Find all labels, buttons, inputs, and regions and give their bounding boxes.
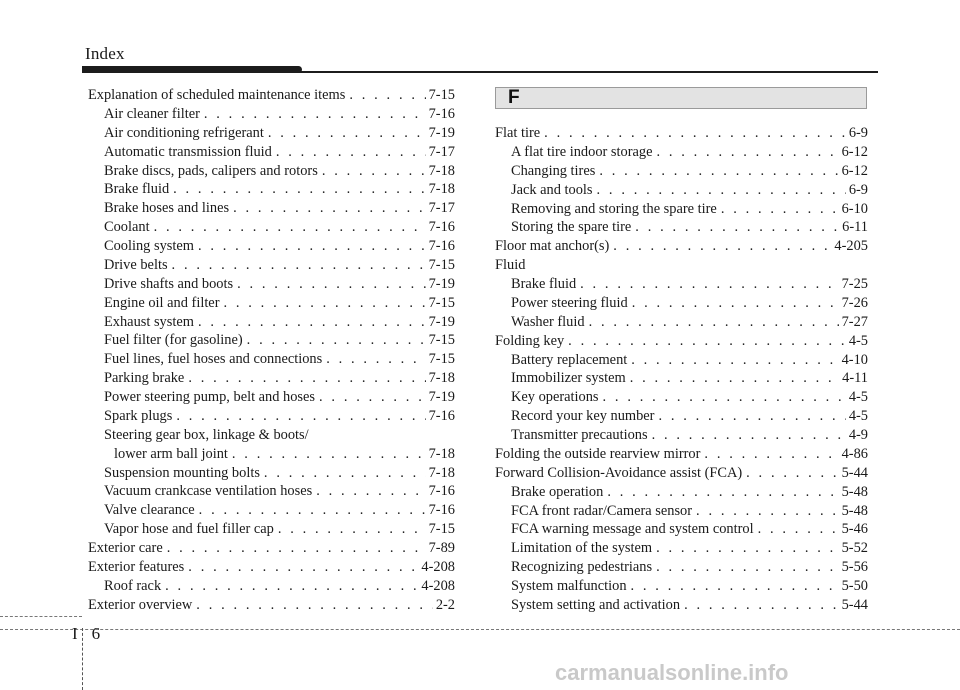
dot-leader <box>278 520 426 539</box>
dot-leader <box>631 351 838 370</box>
index-entry-label: Exterior overview <box>88 596 193 613</box>
index-entry-label: Floor mat anchor(s) <box>495 238 610 255</box>
index-entry-label: Power steering pump, belt and hoses <box>104 389 316 405</box>
index-entry-page: 6-12 <box>841 162 868 179</box>
footer-page-digit: 6 <box>91 624 101 643</box>
dot-leader <box>188 558 418 577</box>
index-entry-page: 7-16 <box>428 238 455 254</box>
index-entry-label: Spark plugs <box>104 407 173 424</box>
dot-leader <box>656 143 838 162</box>
dot-leader <box>167 539 426 558</box>
index-entry <box>88 407 455 426</box>
index-entry <box>88 313 455 332</box>
index-entry <box>495 200 868 219</box>
index-entry-page: 4-5 <box>848 389 868 406</box>
dot-leader <box>656 558 839 577</box>
index-entry <box>495 502 868 521</box>
index-entry <box>495 596 868 615</box>
index-entry <box>495 445 868 464</box>
dot-leader <box>198 237 426 256</box>
index-entry <box>88 577 455 596</box>
index-entry-label: Roof rack <box>104 577 162 594</box>
dot-leader <box>635 218 839 237</box>
index-entry-label: Valve clearance <box>104 502 195 519</box>
watermark: carmanualsonline.info <box>555 660 789 685</box>
index-entry <box>88 294 455 313</box>
index-entry-page: 7-19 <box>428 313 455 330</box>
dot-leader <box>268 124 426 143</box>
index-entry-page: 4-86 <box>841 445 868 462</box>
index-entry <box>88 350 455 369</box>
index-entry-page: 7-16 <box>428 219 455 236</box>
index-entry-page: 7-18 <box>428 162 455 179</box>
index-entry-label: Fuel lines, fuel hoses and connections <box>104 351 323 368</box>
index-entry <box>88 596 455 615</box>
index-entry <box>495 256 868 275</box>
index-entry <box>88 105 455 124</box>
index-entry-page: 7-19 <box>428 124 455 141</box>
index-entry <box>88 218 455 237</box>
dot-leader <box>631 577 839 596</box>
index-entry-page: 7-15 <box>428 256 455 273</box>
dot-leader <box>758 520 839 539</box>
index-entry-label: Forward Collision-Avoidance assist (FCA) <box>495 464 743 481</box>
index-entry <box>88 275 455 294</box>
index-entry-page: 7-25 <box>841 276 868 292</box>
index-entry-label: Vapor hose and fuel filler cap <box>104 521 274 538</box>
index-entry <box>495 426 868 445</box>
index-entry-label: Washer fluid <box>511 313 585 330</box>
dot-leader <box>746 464 838 483</box>
dot-leader <box>597 181 846 200</box>
index-entry-label: Storing the spare tire <box>511 219 632 236</box>
dot-leader <box>568 332 846 351</box>
index-entry-label: Folding key <box>495 332 565 349</box>
dot-leader <box>704 445 838 464</box>
dot-leader <box>599 162 838 181</box>
index-entry-page: 7-15 <box>428 87 455 103</box>
index-entry-label: Exterior features <box>88 558 185 575</box>
index-entry <box>88 388 455 407</box>
index-entry-label: Automatic transmission fluid <box>104 143 272 160</box>
dot-leader <box>613 237 831 256</box>
dot-leader <box>232 445 426 464</box>
section-letter: F <box>508 87 520 108</box>
index-entry-label: Record your key number <box>511 408 655 425</box>
index-entry-page: 7-27 <box>841 313 868 330</box>
index-entry-page: 7-15 <box>428 521 455 538</box>
index-entry-page: 6-12 <box>841 143 868 160</box>
index-entry-label: Recognizing pedestrians <box>511 559 653 576</box>
index-entry-label: Power steering fluid <box>511 294 628 311</box>
dot-leader <box>319 388 426 407</box>
dot-leader <box>580 275 838 294</box>
index-entry <box>88 558 455 577</box>
dot-leader <box>721 200 839 219</box>
index-entry <box>88 482 455 501</box>
index-entry-page: 4-10 <box>841 351 868 368</box>
index-entry-page: 2-2 <box>435 596 455 613</box>
index-entry-label: Folding the outside rearview mirror <box>495 445 701 462</box>
index-entry-page: 4-5 <box>848 408 868 425</box>
index-entry-page: 5-48 <box>841 502 868 519</box>
dot-leader <box>199 501 426 520</box>
index-entry <box>495 520 868 539</box>
dot-leader <box>544 124 846 143</box>
index-entry-page: 6-11 <box>842 219 868 236</box>
dot-leader <box>224 294 426 313</box>
index-entry-label: Air cleaner filter <box>104 105 200 122</box>
index-entry-page: 4-9 <box>848 427 868 443</box>
index-entry-label: Exterior care <box>88 540 163 556</box>
index-entry-page: 7-26 <box>841 294 868 311</box>
dot-leader <box>204 105 426 124</box>
dot-leader <box>247 331 426 350</box>
index-entry-label: FCA front radar/Camera sensor <box>511 502 693 519</box>
index-entry <box>88 199 455 218</box>
index-entry <box>88 369 455 388</box>
index-entry <box>495 388 868 407</box>
index-entry-page: 5-48 <box>841 483 868 500</box>
footer-rule-horizontal <box>0 629 960 630</box>
index-entry-label: lower arm ball joint <box>114 445 228 462</box>
index-entry <box>495 539 868 558</box>
index-entry-page: 7-16 <box>428 502 455 519</box>
index-entry-page: 7-17 <box>428 143 455 160</box>
index-entry-page: 7-18 <box>428 445 455 462</box>
index-entry <box>495 218 868 237</box>
dot-leader <box>349 86 425 105</box>
index-entry-page: 7-15 <box>428 351 455 368</box>
index-entry-label: Immobilizer system <box>511 370 626 387</box>
dot-leader <box>696 502 839 521</box>
footer-rule-horizontal-left <box>0 616 82 617</box>
index-entry <box>495 124 868 143</box>
index-entry-label: Brake operation <box>511 483 604 500</box>
index-entry <box>88 237 455 256</box>
index-entry <box>88 86 455 105</box>
index-entry <box>88 520 455 539</box>
index-entry <box>495 351 868 370</box>
index-entry <box>88 180 455 199</box>
index-entry-page: 5-50 <box>841 578 868 594</box>
index-entry-label: Brake hoses and lines <box>104 200 230 217</box>
index-entry <box>88 162 455 181</box>
index-entry-page: 7-89 <box>428 540 455 556</box>
index-entry-page: 7-18 <box>428 181 455 198</box>
dot-leader <box>652 426 846 445</box>
footer-section-letter: I <box>72 624 78 643</box>
index-entry-page: 4-5 <box>848 332 868 349</box>
index-entry-page: 7-17 <box>428 200 455 217</box>
index-entry-page: 5-46 <box>841 521 868 538</box>
dot-leader <box>607 483 838 502</box>
index-entry-page: 7-16 <box>428 407 455 424</box>
index-entry-label: A flat tire indoor storage <box>511 143 653 160</box>
index-entry-label: Battery replacement <box>511 351 628 368</box>
index-entry <box>88 124 455 143</box>
index-column-left <box>88 86 455 615</box>
index-entry-label: Key operations <box>511 389 599 406</box>
index-entry-label: Vacuum crankcase ventilation hoses <box>104 483 313 500</box>
index-entry-label: FCA warning message and system control <box>511 521 754 538</box>
index-entry-label: Brake discs, pads, calipers and rotors <box>104 162 318 179</box>
index-entry <box>495 407 868 426</box>
index-entry-label: Drive belts <box>104 256 168 273</box>
index-entry <box>495 237 868 256</box>
index-entry-label: Fuel filter (for gasoline) <box>104 332 243 349</box>
index-entry <box>495 332 868 351</box>
index-entry <box>88 539 455 558</box>
index-entry-page: 7-18 <box>428 464 455 481</box>
index-entry-page: 5-56 <box>841 559 868 576</box>
index-entry-label: Brake fluid <box>511 276 577 292</box>
index-entry <box>495 558 868 577</box>
index-entry-page: 4-11 <box>842 370 868 387</box>
index-entry-page: 5-44 <box>841 464 868 481</box>
dot-leader <box>322 162 426 181</box>
index-entry-page: 6-9 <box>848 181 868 198</box>
dot-leader <box>237 275 426 294</box>
index-entry <box>495 143 868 162</box>
dot-leader <box>154 218 426 237</box>
dot-leader <box>188 369 425 388</box>
header-rule <box>82 71 878 73</box>
index-entry <box>88 464 455 483</box>
dot-leader <box>196 596 433 615</box>
index-entry-label: Steering gear box, linkage & boots/ <box>104 426 309 443</box>
dot-leader <box>173 180 425 199</box>
index-entry-page: 7-19 <box>428 389 455 405</box>
index-entry-label: Changing tires <box>511 162 596 179</box>
section-header-f <box>495 87 867 109</box>
index-entry-page: 7-16 <box>428 105 455 122</box>
index-entry <box>495 294 868 313</box>
index-column-right <box>495 124 868 615</box>
index-entry-label: System setting and activation <box>511 596 681 613</box>
dot-leader <box>198 313 426 332</box>
index-entry <box>495 464 868 483</box>
dot-leader <box>176 407 425 426</box>
index-entry-page: 5-44 <box>841 596 868 613</box>
footer-page-number <box>72 624 100 644</box>
index-entry-page: 4-208 <box>421 558 455 575</box>
index-entry-page: 5-52 <box>841 540 868 557</box>
index-entry-page: 4-205 <box>834 238 868 255</box>
dot-leader <box>276 143 426 162</box>
index-entry-page: 7-18 <box>428 370 455 387</box>
index-entry-page: 7-15 <box>428 294 455 311</box>
index-entry-label: Fluid <box>495 257 526 274</box>
index-entry-page: 6-9 <box>848 125 868 141</box>
index-entry-label: Coolant <box>104 219 150 236</box>
index-entry <box>495 313 868 332</box>
index-entry-label: Brake fluid <box>104 181 170 198</box>
index-entry-label: Removing and storing the spare tire <box>511 200 717 217</box>
dot-leader <box>656 539 839 558</box>
dot-leader <box>630 369 839 388</box>
index-entry-label: Cooling system <box>104 238 194 254</box>
index-entry-page: 7-15 <box>428 332 455 349</box>
dot-leader <box>316 482 425 501</box>
index-entry-page: 7-16 <box>428 483 455 500</box>
dot-leader <box>326 350 425 369</box>
index-entry-page: 6-10 <box>841 200 868 217</box>
index-entry <box>88 256 455 275</box>
index-entry <box>495 483 868 502</box>
index-entry <box>88 445 455 464</box>
index-entry-page: 7-19 <box>428 275 455 292</box>
index-entry-label: Suspension mounting bolts <box>104 464 260 481</box>
dot-leader <box>172 256 426 275</box>
index-entry-label: Jack and tools <box>511 181 593 198</box>
dot-leader <box>632 294 839 313</box>
index-entry <box>495 369 868 388</box>
index-entry <box>88 501 455 520</box>
index-entry <box>495 181 868 200</box>
index-entry <box>88 331 455 350</box>
index-entry <box>495 162 868 181</box>
index-entry-page: 4-208 <box>421 577 455 594</box>
dot-leader <box>264 464 426 483</box>
index-entry-label: Parking brake <box>104 370 185 387</box>
index-entry <box>88 426 455 445</box>
index-entry-label: Explanation of scheduled maintenance items <box>88 87 346 103</box>
index-entry-label: System malfunction <box>511 578 627 594</box>
index-entry-label: Air conditioning refrigerant <box>104 124 264 141</box>
index-entry-label: Drive shafts and boots <box>104 275 234 292</box>
index-entry <box>495 275 868 294</box>
index-entry <box>495 577 868 596</box>
page-header-title: Index <box>85 44 125 63</box>
index-entry-label: Exhaust system <box>104 313 194 330</box>
dot-leader <box>589 313 839 332</box>
index-entry-label: Limitation of the system <box>511 540 653 557</box>
dot-leader <box>658 407 845 426</box>
index-entry-label: Engine oil and filter <box>104 294 220 311</box>
index-entry-label: Transmitter precautions <box>511 427 648 443</box>
dot-leader <box>233 199 426 218</box>
index-entry-label: Flat tire <box>495 125 541 141</box>
dot-leader <box>684 596 839 615</box>
index-entry <box>88 143 455 162</box>
dot-leader <box>165 577 418 596</box>
dot-leader <box>603 388 846 407</box>
